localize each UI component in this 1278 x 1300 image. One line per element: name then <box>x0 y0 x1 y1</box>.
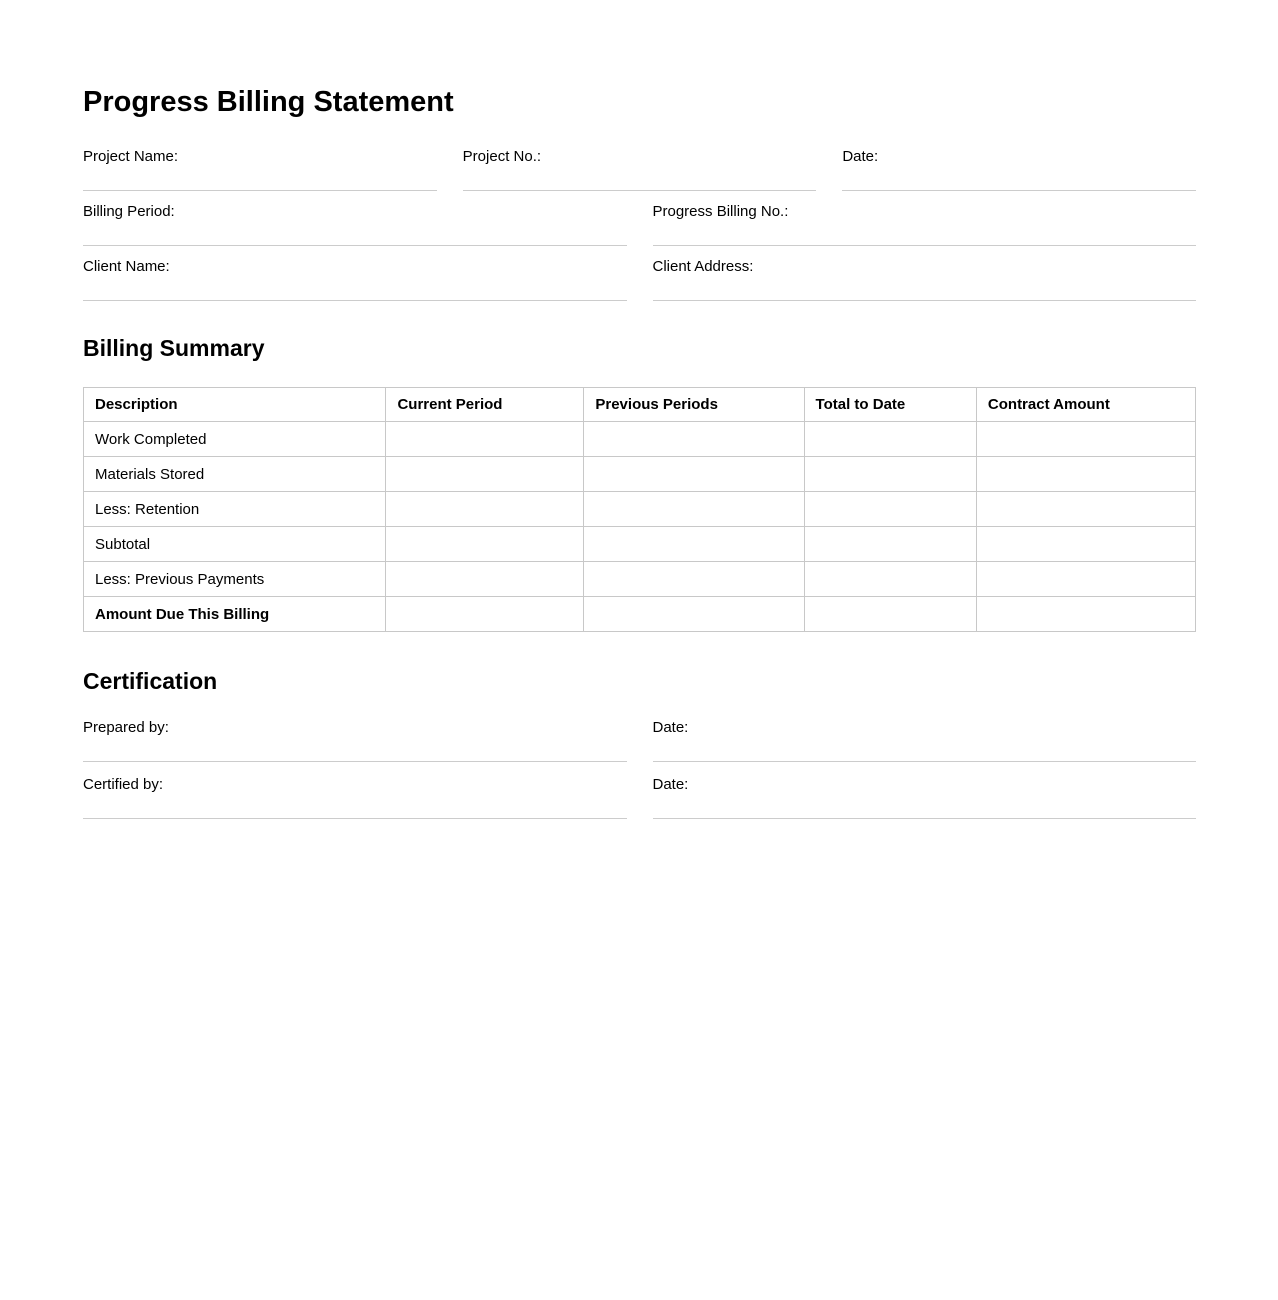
table-header-row <box>84 388 1196 422</box>
certified-by-field <box>83 776 627 819</box>
project-info-row-1 <box>83 148 1196 191</box>
table-row <box>84 457 1196 492</box>
cell-current-period <box>386 492 584 527</box>
cell-contract-amount <box>976 527 1195 562</box>
cell-previous-periods <box>584 597 804 632</box>
client-address-field <box>653 258 1197 301</box>
progress-billing-no-field <box>653 203 1197 246</box>
project-info-row-3 <box>83 258 1196 301</box>
column-header-previous-periods: Previous Periods <box>584 388 804 422</box>
row-description: Subtotal <box>84 527 386 562</box>
project-name-blank-line <box>83 190 437 191</box>
client-name-blank-line <box>83 300 627 301</box>
column-header-description: Description <box>84 388 386 422</box>
column-header-contract-amount: Contract Amount <box>976 388 1195 422</box>
cell-previous-periods <box>584 492 804 527</box>
table-row <box>84 562 1196 597</box>
table-row <box>84 492 1196 527</box>
page-title: Progress Billing Statement <box>83 86 454 118</box>
cell-current-period <box>386 597 584 632</box>
project-info-row-2 <box>83 203 1196 246</box>
row-description: Less: Previous Payments <box>84 562 386 597</box>
billing-summary-heading: Billing Summary <box>83 335 265 361</box>
client-address-blank-line <box>653 300 1197 301</box>
progress-billing-no-label: Progress Billing No.: <box>652 203 789 220</box>
client-address-label: Client Address: <box>652 258 754 275</box>
billing-summary-table <box>83 387 1196 632</box>
certified-date-label: Date: <box>652 776 689 793</box>
prepared-date-field <box>653 719 1197 762</box>
date-field <box>842 148 1196 191</box>
cell-contract-amount <box>976 562 1195 597</box>
cell-current-period <box>386 527 584 562</box>
cell-previous-periods <box>584 457 804 492</box>
cell-total-to-date <box>804 527 976 562</box>
prepared-date-blank-line <box>653 761 1197 762</box>
cell-previous-periods <box>584 562 804 597</box>
prepared-by-row <box>83 719 1196 762</box>
table-row-amount-due <box>84 597 1196 632</box>
row-description: Work Completed <box>84 422 386 457</box>
billing-period-field <box>83 203 627 246</box>
date-label: Date: <box>842 148 879 165</box>
cell-total-to-date <box>804 562 976 597</box>
project-no-blank-line <box>463 190 817 191</box>
cell-contract-amount <box>976 422 1195 457</box>
date-blank-line <box>842 190 1196 191</box>
certified-date-field <box>653 776 1197 819</box>
row-description: Amount Due This Billing <box>84 597 386 632</box>
cell-contract-amount <box>976 492 1195 527</box>
column-header-total-to-date: Total to Date <box>804 388 976 422</box>
cell-contract-amount <box>976 457 1195 492</box>
cell-total-to-date <box>804 492 976 527</box>
cell-previous-periods <box>584 422 804 457</box>
cell-current-period <box>386 457 584 492</box>
project-name-field <box>83 148 437 191</box>
cell-contract-amount <box>976 597 1195 632</box>
prepared-by-label: Prepared by: <box>83 719 169 736</box>
table-row <box>84 422 1196 457</box>
cell-current-period <box>386 422 584 457</box>
cell-current-period <box>386 562 584 597</box>
client-name-label: Client Name: <box>83 258 170 275</box>
client-name-field <box>83 258 627 301</box>
certification-heading: Certification <box>83 668 218 694</box>
billing-period-blank-line <box>83 245 627 246</box>
prepared-date-label: Date: <box>652 719 689 736</box>
project-no-field <box>463 148 817 191</box>
prepared-by-signature-line <box>83 761 627 762</box>
progress-billing-no-blank-line <box>653 245 1197 246</box>
certified-by-row <box>83 776 1196 819</box>
project-name-label: Project Name: <box>83 148 179 165</box>
project-no-label: Project No.: <box>462 148 542 165</box>
billing-period-label: Billing Period: <box>83 203 175 220</box>
row-description: Materials Stored <box>84 457 386 492</box>
cell-total-to-date <box>804 457 976 492</box>
certified-by-label: Certified by: <box>83 776 164 793</box>
prepared-by-field <box>83 719 627 762</box>
certified-date-blank-line <box>653 818 1197 819</box>
row-description: Less: Retention <box>84 492 386 527</box>
cell-total-to-date <box>804 597 976 632</box>
cell-previous-periods <box>584 527 804 562</box>
certified-by-signature-line <box>83 818 627 819</box>
table-row <box>84 527 1196 562</box>
cell-total-to-date <box>804 422 976 457</box>
column-header-current-period: Current Period <box>386 388 584 422</box>
